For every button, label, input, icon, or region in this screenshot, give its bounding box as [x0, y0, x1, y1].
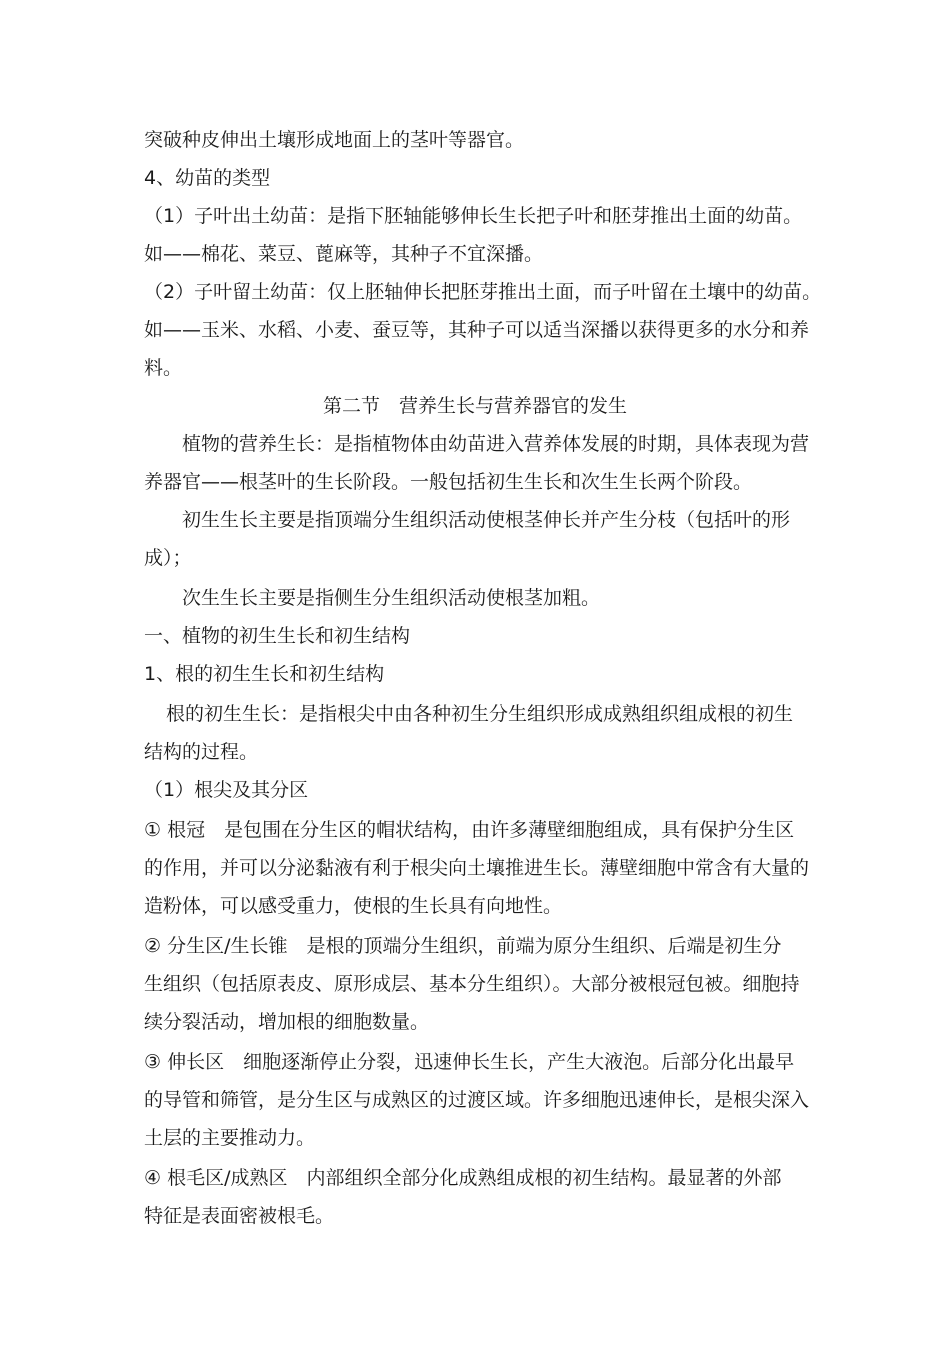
text-line: 生组织（包括原表皮、原形成层、基本分生组织）。大部分被根冠包被。细胞持 [144, 973, 800, 995]
text-line: 的导管和筛管，是分生区与成熟区的过渡区域。许多细胞迅速伸长，是根尖深入 [144, 1089, 810, 1111]
section-title: 第二节 营养生长与营养器官的发生 [322, 395, 627, 417]
subsection-heading: 4、幼苗的类型 [144, 167, 271, 189]
text-line: 如——棉花、菜豆、蓖麻等，其种子不宜深播。 [144, 243, 544, 265]
paragraph-first-line: 初生生长主要是指顶端分生组织活动使根茎伸长并产生分枝（包括叶的形 [182, 509, 791, 531]
paragraph-first-line: 根的初生生长：是指根尖中由各种初生分生组织形成成熟组织组成根的初生 [166, 703, 794, 725]
text-line: 造粉体，可以感受重力，使根的生长具有向地性。 [144, 895, 563, 917]
subsection-heading: 1、根的初生生长和初生结构 [144, 663, 385, 685]
text-line: 成）； [144, 547, 192, 569]
text-line: （1）子叶出土幼苗：是指下胚轴能够伸长生长把子叶和胚芽推出土面的幼苗。 [144, 205, 803, 227]
text-line: 料。 [144, 357, 183, 379]
text-line: 如——玉米、水稻、小麦、蚕豆等，其种子可以适当深播以获得更多的水分和养 [144, 319, 810, 341]
text-line: ③ 伸长区 细胞逐渐停止分裂，迅速伸长生长，产生大液泡。后部分化出最早 [144, 1051, 795, 1073]
paragraph-first-line: 植物的营养生长：是指植物体由幼苗进入营养体发展的时期，具体表现为营 [182, 433, 810, 455]
paragraph-first-line: 次生生长主要是指侧生分生组织活动使根茎加粗。 [182, 587, 601, 609]
text-line: ④ 根毛区/成熟区 内部组织全部分化成熟组成根的初生结构。最显著的外部 [144, 1167, 782, 1189]
text-line: 结构的过程。 [144, 741, 259, 763]
text-line: 突破种皮伸出土壤形成地面上的茎叶等器官。 [144, 129, 525, 151]
subsection-heading: （1）根尖及其分区 [144, 779, 309, 801]
text-line: （2）子叶留土幼苗：仅上胚轴伸长把胚芽推出土面，而子叶留在土壤中的幼苗。 [144, 281, 822, 303]
text-line: 续分裂活动，增加根的细胞数量。 [144, 1011, 430, 1033]
text-line: ① 根冠 是包围在分生区的帽状结构，由许多薄壁细胞组成，具有保护分生区 [144, 819, 795, 841]
text-line: 土层的主要推动力。 [144, 1127, 316, 1149]
text-line: 的作用，并可以分泌黏液有利于根尖向土壤推进生长。薄壁细胞中常含有大量的 [144, 857, 810, 879]
text-line: 特征是表面密被根毛。 [144, 1205, 335, 1227]
text-line: ② 分生区/生长锥 是根的顶端分生组织，前端为原分生组织、后端是初生分 [144, 935, 782, 957]
section-heading: 一、植物的初生生长和初生结构 [144, 625, 411, 647]
text-line: 养器官——根茎叶的生长阶段。一般包括初生生长和次生生长两个阶段。 [144, 471, 753, 493]
